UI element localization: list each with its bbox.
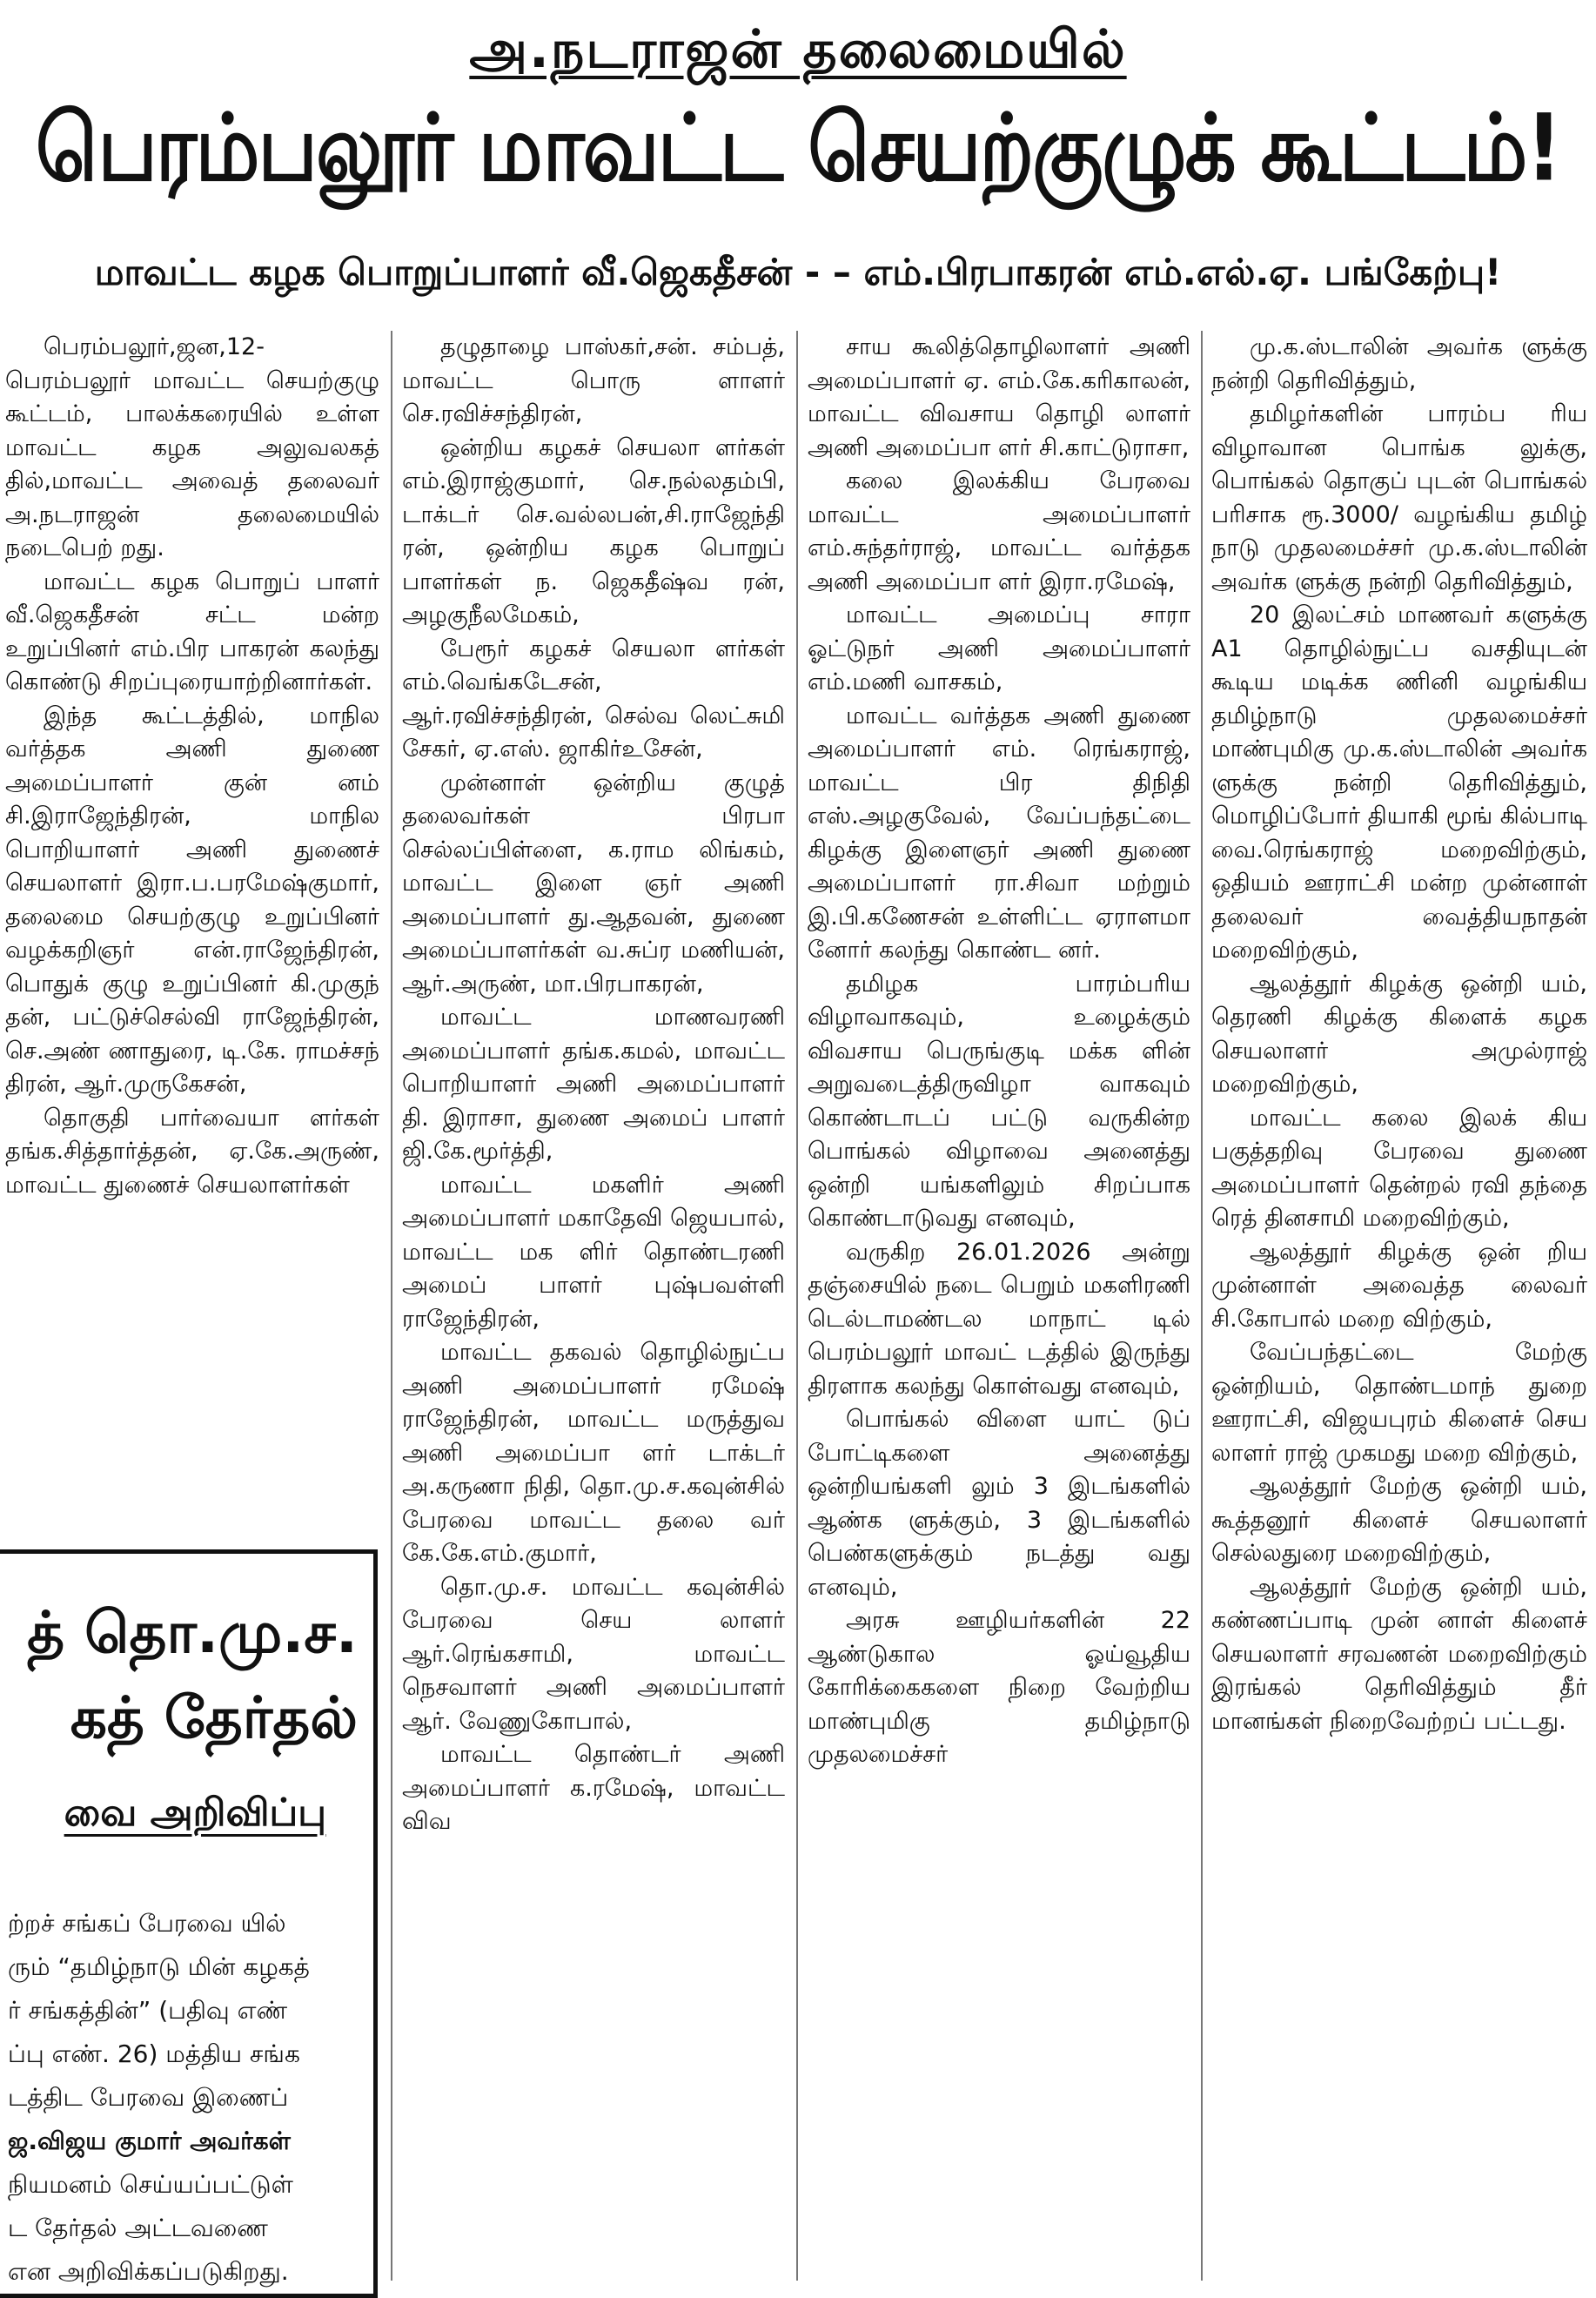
paragraph: ஆலத்தூர் மேற்கு ஒன்றி யம், கூத்தனூர் கிளைச் செயலாளர் செல்லதுரை மறைவிற்கும், (1211, 1473, 1587, 1567)
headline: பெரம்பலூர் மாவட்ட செயற்குழுக் கூட்டம்! (35, 94, 1561, 203)
column-divider (391, 331, 392, 2281)
notice-line: ற்றச் சங்கப் பேரவை யில் (8, 1909, 286, 1938)
notice-line: நியமனம் செய்யப்பட்டுள் (8, 2170, 293, 2199)
paragraph: தழுதாழை பாஸ்கர்,சன். சம்பத், மாவட்ட பொரு ளாளர் செ.ரவிச்சந்திரன், (402, 333, 785, 427)
paragraph: சாய கூலித்தொழிலாளர் அணி அமைப்பாளர் ஏ. எம்.கே.கரிகாலன், மாவட்ட விவசாய தொழி லாளர் அணி அமைப்பா ளர் சி.காட்டுராசா, (808, 333, 1190, 461)
notice-subtitle-text: வை அறிவிப்பு (64, 1791, 326, 1835)
column-divider (796, 331, 798, 2281)
notice-line: ஜ.விஜய குமார் அவர்கள் (8, 2127, 291, 2155)
paragraph: வேப்பந்தட்டை மேற்கு ஒன்றியம், தொண்டமாந் துறை ஊராட்சி, விஜயபுரம் கிளைச் செய லாளர் ராஜ் முகமது மறை விற்கும், (1211, 1339, 1587, 1467)
paragraph: பெரம்பலூர்,ஜன,12- பெரம்பலூர் மாவட்ட செயற்குழு கூட்டம், பாலக்கரையில் உள்ள மாவட்ட கழக அலுவலகத் தில்,மாவட்ட அவைத் தலைவர் அ.நடராஜன் தலைமையில் நடைபெற் றது. (5, 333, 379, 561)
notice-line: ரும் “தமிழ்நாடு மின் கழகத் (8, 1952, 310, 1981)
notice-title-line-2: கத் தேர்தல் (70, 1684, 358, 1751)
notice-line: டத்திட பேரவை இணைப் (8, 2083, 289, 2112)
paragraph: மாவட்ட மகளிர் அணி அமைப்பாளர் மகாதேவி ஜெயபால், மாவட்ட மக ளிர் தொண்டரணி அமைப் பாளர் புஷ்பவள்ளி ராஜேந்திரன், (402, 1171, 785, 1333)
paragraph: மு.க.ஸ்டாலின் அவர்க ளுக்கு நன்றி தெரிவித்தும், (1211, 333, 1587, 394)
kicker-text: அ.நடராஜன் தலைமையில் (469, 19, 1127, 80)
paragraph: பொங்கல் விளை யாட் டுப் போட்டிகளை அனைத்து ஒன்றியங்களி லும் 3 இடங்களில் ஆண்க ளுக்கும், 3 இடங்களில் பெண்களுக்கும் நடத்து வது எனவும், (808, 1406, 1190, 1601)
notice-body (8, 1902, 365, 2294)
paragraph: ஆலத்தூர் கிழக்கு ஒன் றிய முன்னாள் அவைத்த லைவர் சி.கோபால் மறை விற்கும், (1211, 1238, 1587, 1333)
article-column-2 (402, 331, 785, 2289)
paragraph: தமிழக பாரம்பரிய விழாவாகவும், உழைக்கும் விவசாய பெருங்குடி மக்க ளின் அறுவடைத்திருவிழா வாகவும் கொண்டாடப் பட்டு வருகின்ற பொங்கல் விழாவை அனைத்து ஒன்றி யங்களிலும் சிறப்பாக கொண்டாடுவது எனவும், (808, 970, 1190, 1232)
subheadline: மாவட்ட கழக பொறுப்பாளர் வீ.ஜெகதீசன் - – எம்.பிரபாகரன் எம்.எல்.ஏ. பங்கேற்பு! (94, 251, 1502, 293)
paragraph: அரசு ஊழியர்களின் 22 ஆண்டுகால ஓய்வூதிய கோரிக்கைகளை நிறை வேற்றிய மாண்புமிகு தமிழ்நாடு முதலமைச்சர் (808, 1607, 1190, 1768)
paragraph: மாவட்ட தகவல் தொழில்நுட்ப அணி அமைப்பாளர் ரமேஷ் ராஜேந்திரன், மாவட்ட மருத்துவ அணி அமைப்பா ளர் டாக்டர் அ.கருணா நிதி, தொ.மு.ச.கவுன்சில் பேரவை மாவட்ட தலை வர் கே.கே.எம்.குமார், (402, 1339, 785, 1567)
paragraph: மாவட்ட கலை இலக் கிய பகுத்தறிவு பேரவை துணை அமைப்பாளர் தென்றல் ரவி தந்தை ரெத் தினசாமி மறைவிற்கும், (1211, 1104, 1587, 1232)
election-notice-box (0, 1549, 378, 2298)
paragraph: வருகிற 26.01.2026 அன்று தஞ்சையில் நடை பெறும் மகளிரணி டெல்டாமண்டல மாநாட் டில் பெரம்பலூர் மாவட் டத்தில் இருந்து திரளாக கலந்து கொள்வது எனவும், (808, 1238, 1190, 1400)
paragraph: இந்த கூட்டத்தில், மாநில வர்த்தக அணி துணை அமைப்பாளர் குன் னம் சி.இராஜேந்திரன், மாநில பொறியாளர் அணி துணைச் செயலாளர் இரா.ப.பரமேஷ்குமார், தலைமை செயற்குழு உறுப்பினர் வழக்கறிஞர் என்.ராஜேந்திரன், பொதுக் குழு உறுப்பினர் கி.முகுந் தன், பட்டுச்செல்வி ராஜேந்திரன், செ.அண் ணாதுரை, டி.கே. ராமச்சந் திரன், ஆர்.முருகேசன், (5, 702, 379, 1098)
paragraph: மாவட்ட தொண்டர் அணி அமைப்பாளர் க.ரமேஷ், மாவட்ட விவ (402, 1741, 785, 1835)
article-column-4 (1211, 331, 1587, 2289)
paragraph: 20 இலட்சம் மாணவர் களுக்கு A1 தொழில்நுட்ப வசதியுடன் கூடிய மடிக்க ணினி வழங்கிய தமிழ்நாடு முதலமைச்சர் மாண்புமிகு மு.க.ஸ்டாலின் அவர்க ளுக்கு நன்றி தெரிவித்தும், மொழிப்போர் தியாகி மூங் கில்பாடி வை.ரெங்கராஜ் மறைவிற்கும், ஒதியம் ஊராட்சி மன்ற முன்னாள் தலைவர் வைத்தியநாதன் மறைவிற்கும், (1211, 601, 1587, 964)
article-column-3 (808, 331, 1190, 2289)
paragraph: மாவட்ட வர்த்தக அணி துணை அமைப்பாளர் எம். ரெங்கராஜ், மாவட்ட பிர திநிதி எஸ்.அழகுவேல், வேப்பந்தட்டை கிழக்கு இளைஞர் அணி துணை அமைப்பாளர் ரா.சிவா மற்றும் இ.பி.கணேசன் உள்ளிட்ட ஏராளமா னோர் கலந்து கொண்ட னர். (808, 702, 1190, 964)
paragraph: மாவட்ட கழக பொறுப் பாளர் வீ.ஜெகதீசன் சட்ட மன்ற உறுப்பினர் எம்.பிர பாகரன் கலந்து கொண்டு சிறப்புரையாற்றினார்கள். (5, 568, 379, 695)
kicker-heading (0, 19, 1596, 87)
paragraph: பேரூர் கழகச் செயலா ளர்கள் எம்.வெங்கடேசன், ஆர்.ரவிச்சந்திரன், செல்வ லெட்சுமி சேகர், ஏ.எஸ். ஜாகிர்உசேன், (402, 635, 785, 763)
paragraph: ஒன்றிய கழகச் செயலா ளர்கள் எம்.இராஜ்குமார், செ.நல்லதம்பி, டாக்டர் செ.வல்லபன்,சி.ராஜேந்தி ரன், ஒன்றிய கழக பொறுப் பாளர்கள் ந. ஜெகதீஷ்வ ரன், அழகுநீலமேகம், (402, 433, 785, 628)
paragraph: ஆலத்தூர் மேற்கு ஒன்றி யம், கண்ணப்பாடி முன் னாள் கிளைச் செயலாளர் சரவணன் மறைவிற்கும் இரங்கல் தெரிவித்தும் தீர் மானங்கள் நிறைவேற்றப் பட்டது. (1211, 1573, 1587, 1735)
notice-line: ட தேர்தல் அட்டவணை (8, 2214, 268, 2242)
paragraph: ஆலத்தூர் கிழக்கு ஒன்றி யம், தெரணி கிழக்கு கிளைக் கழக செயலாளர் அமுல்ராஜ் மறைவிற்கும், (1211, 970, 1587, 1098)
paragraph: முன்னாள் ஒன்றிய குழுத் தலைவர்கள் பிரபா செல்லப்பிள்ளை, க.ராம லிங்கம், மாவட்ட இளை ஞர் அணி அமைப்பாளர் து.ஆதவன், துணை அமைப்பாளர்கள் வ.சுப்ர மணியன், ஆர்.அருண், மா.பிரபாகரன், (402, 769, 785, 998)
notice-title-line-1: த் தொ.மு.ச. (27, 1599, 358, 1666)
notice-line: ர் சங்கத்தின்” (பதிவு எண் (8, 1996, 288, 2025)
paragraph: தமிழர்களின் பாரம்ப ரிய விழாவான பொங்க லுக்கு, பொங்கல் தொகுப் புடன் பொங்கல் பரிசாக ரூ.3000/ வழங்கிய தமிழ் நாடு முதலமைச்சர் மு.க.ஸ்டாலின் அவர்க ளுக்கு நன்றி தெரிவித்தும், (1211, 400, 1587, 595)
notice-line: என அறிவிக்கப்படுகிறது. (8, 2257, 289, 2286)
paragraph: மாவட்ட மாணவரணி அமைப்பாளர் தங்க.கமல், மாவட்ட பொறியாளர் அணி அமைப்பாளர் தி. இராசா, துணை அமைப் பாளர் ஜி.கே.மூர்த்தி, (402, 1004, 785, 1165)
article-column-1 (5, 331, 379, 1532)
paragraph: கலை இலக்கிய பேரவை மாவட்ட அமைப்பாளர் எம்.சுந்தர்ராஜ், மாவட்ட வர்த்தக அணி அமைப்பா ளர் இரா.ரமேஷ், (808, 467, 1190, 595)
paragraph: மாவட்ட அமைப்பு சாரா ஓட்டுநர் அணி அமைப்பாளர் எம்.மணி வாசகம், (808, 601, 1190, 695)
paragraph: தொ.மு.ச. மாவட்ட கவுன்சில் பேரவை செய லாளர் ஆர்.ரெங்கசாமி, மாவட்ட நெசவாளர் அணி அமைப்பாளர் ஆர். வேணுகோபால், (402, 1573, 785, 1735)
notice-subtitle (0, 1791, 370, 1840)
notice-line: ப்பு எண். 26) மத்திய சங்க (8, 2039, 300, 2068)
paragraph: தொகுதி பார்வையா ளர்கள் தங்க.சித்தார்த்தன், ஏ.கே.அருண், மாவட்ட துணைச் செயலாளர்கள் (5, 1104, 379, 1199)
column-divider (1201, 331, 1203, 2281)
